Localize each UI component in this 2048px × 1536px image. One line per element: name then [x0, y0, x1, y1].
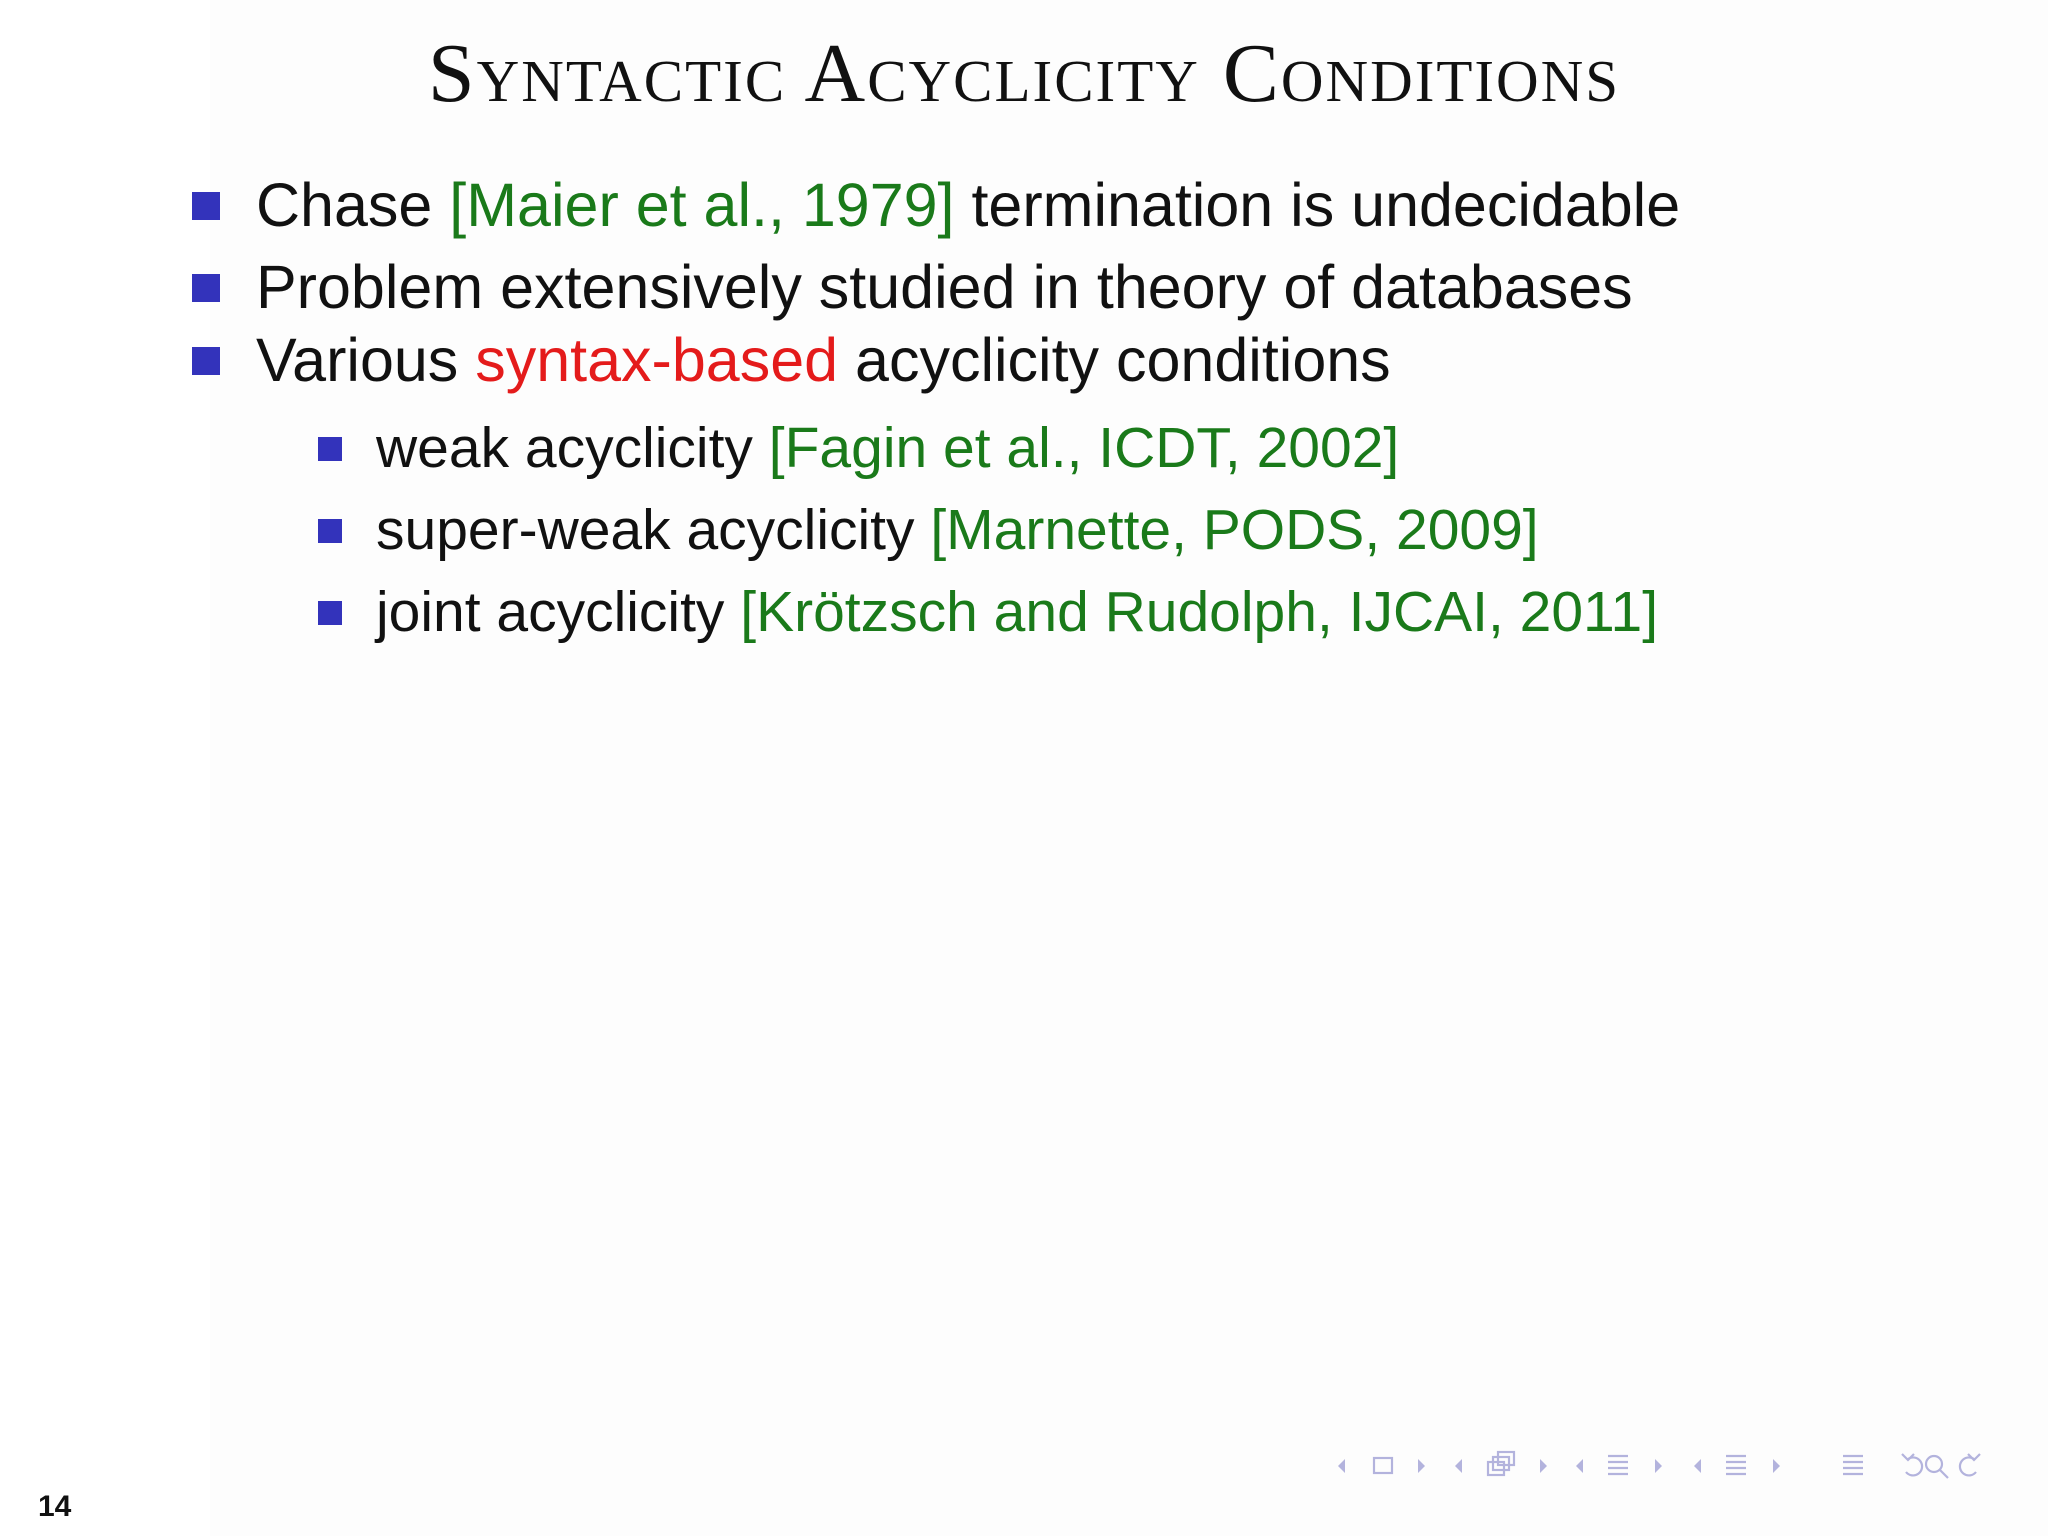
citation: [Krötzsch and Rudolph, IJCAI, 2011] [740, 580, 1659, 644]
bullet-item [192, 253, 1633, 321]
sub-bullet-item [318, 498, 1539, 562]
bullet-text: Problem extensively studied in theory of databases [256, 253, 1633, 321]
slide-title: Syntactic Acyclicity Conditions [427, 27, 1621, 120]
sub-bullet-marker [318, 519, 342, 543]
nav-undo-icon[interactable] [1902, 1454, 1922, 1475]
page-number: 14 [38, 1490, 72, 1523]
nav-frame-icon[interactable] [1374, 1458, 1392, 1473]
citation: [Marnette, PODS, 2009] [930, 498, 1539, 562]
nav-search-icon[interactable] [1926, 1456, 1948, 1478]
bullet-marker [192, 347, 220, 375]
sub-bullet-item [318, 416, 1400, 480]
citation: [Fagin et al., ICDT, 2002] [768, 416, 1400, 480]
sub-bullet-item [318, 580, 1659, 644]
sub-bullet-marker [318, 437, 342, 461]
nav-document-icon[interactable] [1694, 1456, 1780, 1474]
bullet-item [192, 326, 1391, 394]
bullet-marker [192, 274, 220, 302]
nav-section-icon[interactable] [1576, 1456, 1662, 1474]
nav-subsection-icon[interactable] [1455, 1452, 1547, 1475]
left-margin [0, 0, 210, 1536]
sub-bullet-text [376, 580, 1659, 644]
bullet-suffix: acyclicity conditions [838, 326, 1391, 394]
nav-redo-icon[interactable] [1960, 1454, 1980, 1475]
sub-bullet-label: joint acyclicity [376, 580, 741, 644]
nav-prev-arrow-icon[interactable] [1338, 1459, 1345, 1473]
bullet-suffix: termination is undecidable [954, 171, 1681, 239]
bullet-item [192, 171, 1681, 239]
sub-bullet-label: weak acyclicity [376, 416, 769, 480]
bullet-prefix: Chase [256, 171, 450, 239]
bullet-prefix: Various [256, 326, 476, 394]
nav-appendix-icon[interactable] [1843, 1456, 1863, 1474]
bullet-text [256, 326, 1391, 394]
highlighted-term: syntax-based [475, 326, 839, 394]
sub-bullet-text [376, 416, 1400, 480]
sub-bullet-label: super-weak acyclicity [376, 498, 931, 562]
navigation-bar [1330, 1448, 2030, 1484]
bullet-marker [192, 192, 220, 220]
citation: [Maier et al., 1979] [449, 171, 955, 239]
sub-bullet-text [376, 498, 1539, 562]
sub-bullet-marker [318, 601, 342, 625]
nav-next-arrow-icon[interactable] [1418, 1459, 1425, 1473]
bullet-text [256, 171, 1681, 239]
